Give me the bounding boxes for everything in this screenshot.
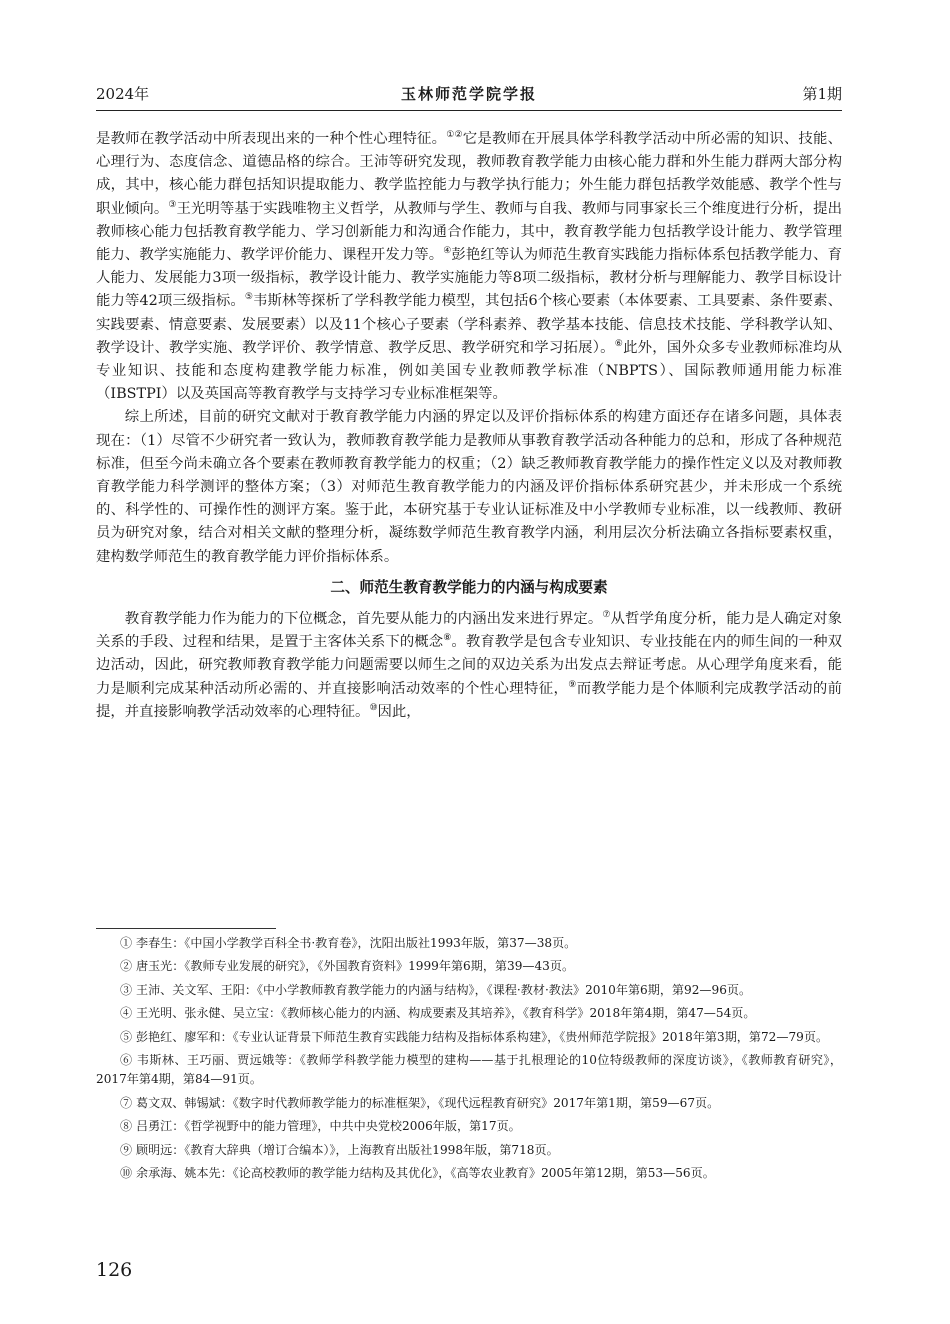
footnote-text: 李春生：《中国小学教学百科全书·教育卷》，沈阳出版社1993年版，第37—38页。 (135, 936, 577, 950)
text-run: 因此， (377, 703, 421, 720)
footnote-text: 王沛、关文军、王阳：《中小学教师教育教学能力的内涵与结构》，《课程·教材·教法》2010年第6期，第92—96页。 (135, 982, 752, 997)
text-run: 是教师在教学活动中所表现出来的一种个性心理特征。 (96, 131, 447, 147)
running-header (96, 82, 842, 106)
text-run: 而教学能力是个体顺利完成教学活动的前提，并直接影响教学活动效率的心理特征。 (96, 680, 842, 720)
footnote-mark: ⑤ (120, 1029, 133, 1044)
text-run: 彭艳红等认为师范生教育实践能力指标体系包括教学能力、育人能力、发展能力3项一级指标，教学设计能力、教学实施能力等8项二级指标，教材分析与理解能力、教学目标设计能力等42项三级指标。 (96, 247, 842, 310)
footnote-ref: ⑦ (602, 610, 611, 621)
footnote (96, 1141, 842, 1160)
footnote-ref: ⑩ (369, 702, 378, 713)
footnote-ref: ④ (443, 246, 452, 257)
header-year: 2024年 (96, 85, 150, 103)
footnotes (96, 934, 842, 1187)
footnote-mark: ① (120, 936, 133, 950)
header-journal-title: 玉林师范学院学报 (400, 85, 537, 103)
footnote-mark: ⑥ (120, 1053, 133, 1068)
paragraph-3 (96, 608, 842, 724)
text-run: 它是教师在开展具体学科教学活动中所必需的知识、技能、心理行为、态度信念、道德品格的综合。王沛等研究发现，教师教育教学能力由核心能力群和外生能力群两大部分构成，其中，核心能力群包括知识提取能力、教学监控能力与教学执行能力；外生能力群包括教学效能感、教学个性与职业倾向。 (96, 131, 842, 217)
footnote-ref: ⑧ (443, 633, 452, 644)
footnote-text: 唐玉光：《教师专业发展的研究》，《外国教育资料》1999年第6期，第39—43页。 (135, 959, 575, 974)
paragraph-2: 综上所述，目前的研究文献对于教育教学能力内涵的界定以及评价指标体系的构建方面还存在诸多问题，具体表现在：（1）尽管不少研究者一致认为，教师教育教学能力是教师从事教育教学活动各种能力的总和，形成了各种规范标准，但至今尚未确立各个要素在教师教育教学能力的权重；（2）缺乏教师教育教学能力的操作性定义以及对教师教育教学能力科学测评的整体方案；（3）对师范生教育教学能力的内涵及评价指标体系研究甚少，并未形成一个系统的、科学性的、可操作性的测评方案。鉴于此，本研究基于专业认证标准及中小学教师专业标准，以一线教师、教研员为研究对象，结合对相关文献的整理分析，凝练数学师范生教育教学内涵，利用层次分析法确立各指标要素权重，建构数学师范生的教育教学能力评价指标体系。 (96, 409, 842, 565)
header-issue: 第1期 (802, 85, 842, 103)
article-body (96, 128, 842, 724)
footnote-text: 彭艳红、廖军和：《专业认证背景下师范生教育实践能力结构及指标体系构建》，《贵州师范学院报》2018年第3期，第72—79页。 (135, 1029, 829, 1044)
footnote-ref: ①② (446, 130, 463, 140)
text-run: 此外，国外众多专业教师标准均从专业知识、技能和态度构建教学能力标准，例如美国专业教师教学标准（NBPTS）、国际教师通用能力标准（IBSTPI）以及英国高等教育教学与支持学习专业标准框架等。 (96, 339, 842, 403)
footnote (96, 957, 842, 976)
footnote-text: 韦斯林、王巧丽、贾远娥等：《教师学科教学能力模型的建构——基于扎根理论的10位特级教师的深度访谈》，《教师教育研究》，2017年第4期，第84—91页。 (96, 1053, 842, 1087)
footnote-text: 顾明远：《教育大辞典（增订合编本）》，上海教育出版社1998年版，第718页。 (135, 1142, 559, 1157)
footnote-mark: ② (120, 959, 133, 974)
text-run: 教育教学能力作为能力的下位概念，首先要从能力的内涵出发来进行界定。 (124, 611, 603, 628)
footnote-text: 葛文双、韩锡斌：《数字时代教师教学能力的标准框架》，《现代远程教育研究》2017年第1期，第59—67页。 (135, 1095, 720, 1110)
footnote-text: 余承海、姚本先：《论高校教师的教学能力结构及其优化》，《高等农业教育》2005年第12期，第53—56页。 (135, 1166, 715, 1181)
footnote (96, 1094, 842, 1113)
footnote-ref: ③ (168, 199, 177, 210)
footnote-mark: ⑨ (120, 1142, 133, 1157)
footnote (96, 1117, 842, 1136)
footnote (96, 1028, 842, 1047)
footnote (96, 1004, 842, 1023)
header-rule (96, 110, 842, 111)
page-number: 126 (96, 1259, 133, 1281)
footnote-ref: ⑥ (614, 338, 624, 349)
footnote (96, 1164, 842, 1183)
footnote-text: 吕勇江：《哲学视野中的能力管理》，中共中央党校2006年版，第17页。 (135, 1119, 521, 1134)
footnote-text: 王光明、张永健、吴立宝：《教师核心能力的内涵、构成要素及其培养》，《教育科学》2018年第4期，第47—54页。 (135, 1006, 756, 1021)
section-heading: 二、师范生教育教学能力的内涵与构成要素 (330, 578, 608, 596)
footnote-mark: ⑦ (120, 1095, 133, 1110)
footnote-mark: ④ (120, 1006, 133, 1021)
paragraph-1 (96, 128, 842, 406)
footnote-ref: ⑤ (244, 292, 254, 303)
footnote-mark: ③ (120, 982, 133, 997)
footnote-rule (96, 928, 276, 929)
footnote (96, 934, 842, 953)
footnote (96, 1051, 842, 1090)
footnote-ref: ⑨ (568, 679, 577, 690)
footnote (96, 981, 842, 1000)
text-run: 王光明等基于实践唯物主义哲学，从教师与学生、教师与自我、教师与同事家长三个维度进行分析，提出教师核心能力包括教育教学能力、学习创新能力和沟通合作能力，其中，教育教学能力包括教学设计能力、教学管理能力、教学实施能力、教学评价能力、课程开发力等。 (96, 200, 842, 264)
text-run: 韦斯林等探析了学科教学能力模型，其包括6个核心要素（本体要素、工具要素、条件要素、实践要素、情意要素、发展要素）以及11个核心子要素（学科素养、教学基本技能、信息技术技能、学科教学认知、教学设计、教学实施、教学评价、教学情意、教学反思、教学研究和学习拓展）。 (96, 293, 843, 356)
text-run: 从哲学角度分析，能力是人确定对象关系的手段、过程和结果，是置于主客体关系下的概念 (96, 611, 842, 651)
text-run: 。教育教学是包含专业知识、专业技能在内的师生间的一种双边活动，因此，研究教师教育教学能力问题需要以师生之间的双边关系为出发点去辩证考虑。从心理学角度来看，能力是顺利完成某种活动所必需的、并直接影响活动效率的个性心理特征， (96, 634, 842, 697)
footnote-mark: ⑧ (120, 1119, 133, 1134)
footnote-mark: ⑩ (120, 1166, 133, 1181)
